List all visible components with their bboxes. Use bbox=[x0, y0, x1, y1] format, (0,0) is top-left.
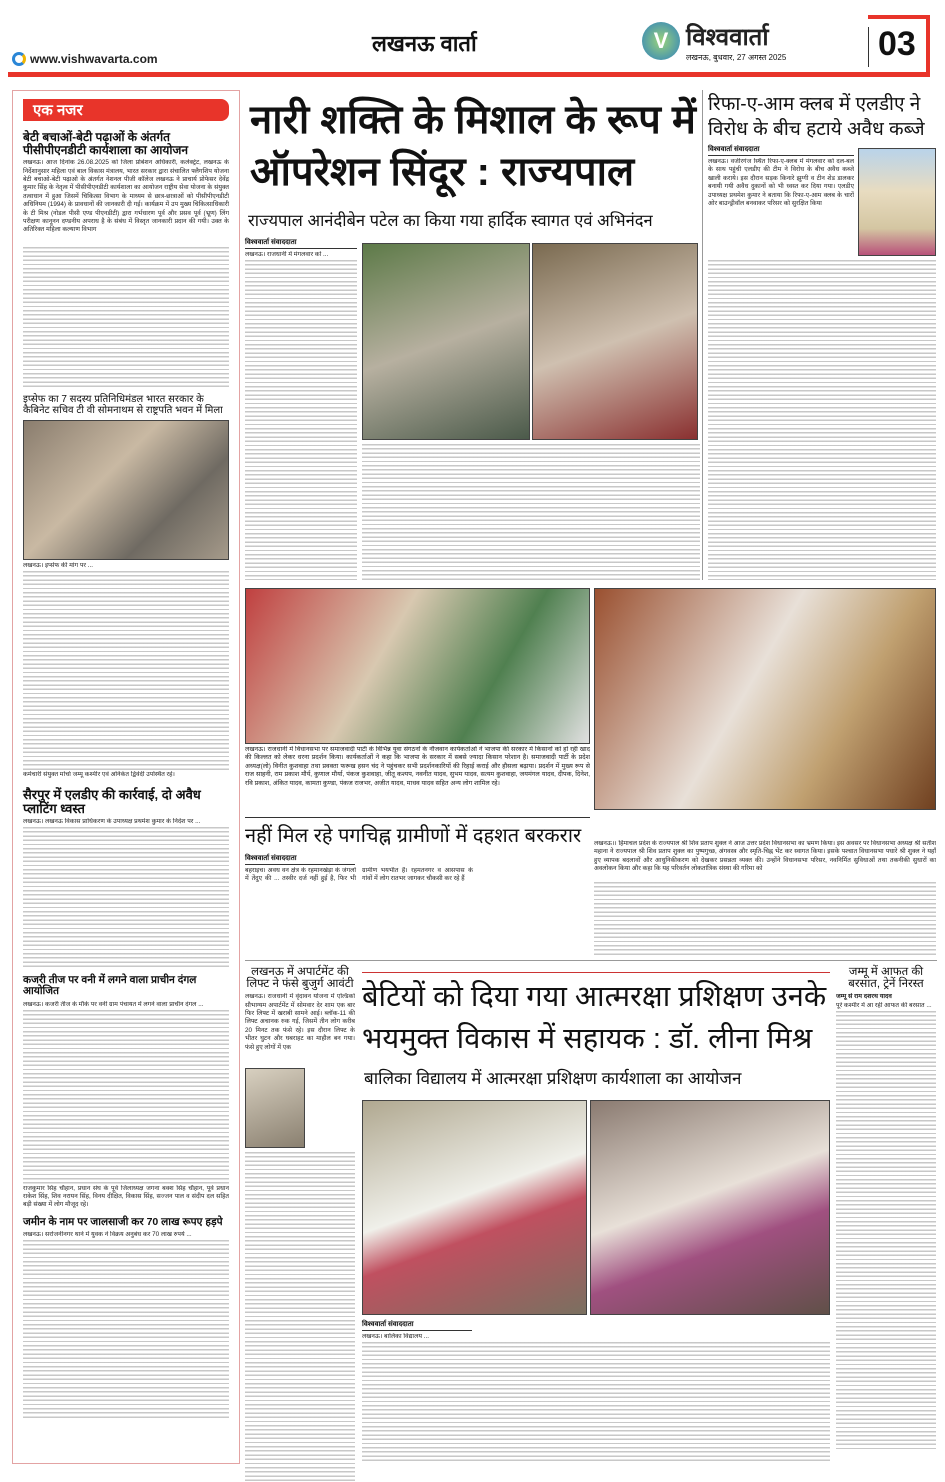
lead-article bbox=[245, 238, 357, 583]
lda-building-photo bbox=[858, 148, 936, 256]
section-rule bbox=[245, 960, 937, 961]
lift-article bbox=[245, 966, 355, 1462]
jammu-article bbox=[836, 966, 936, 1462]
delegation-photo bbox=[23, 420, 229, 560]
website-link[interactable]: www.vishwavarta.com bbox=[30, 52, 158, 66]
story-beti-bachao bbox=[23, 131, 229, 387]
workshop-poster-photo bbox=[362, 1100, 587, 1315]
dateline: लखनऊ, बुधवार, 27 अगस्त 2025 bbox=[686, 53, 787, 62]
masthead-rule bbox=[8, 72, 930, 77]
headline: सैरपुर में एलडीए की कार्रवाई, दो अवैध प्लाटिंग ध्वस्त bbox=[23, 787, 201, 816]
story-kajri-teej bbox=[23, 975, 229, 1210]
governor-tree-planting-photo bbox=[362, 243, 530, 440]
lead-continued-text bbox=[362, 444, 700, 582]
rifa-headline: रिफा-ए-आम क्लब में एलडीए ने विरोध के बीच हटाये अवैध कब्जे bbox=[708, 94, 925, 140]
body: लखनऊ। सरोजनीनगर थाने में युवक ने विक्रय अनुबंध कर 70 लाख रुपये ... bbox=[23, 1230, 192, 1238]
story-ipsef bbox=[23, 395, 229, 780]
body: पूरे कश्मीर में आ रही आफत की बरसात ... bbox=[836, 1002, 932, 1010]
story-sairpur bbox=[23, 788, 229, 967]
rifa-continued-text bbox=[708, 260, 936, 580]
self-defence-headline: बेटियों को दिया गया आत्मरक्षा प्रशिक्षण उनके भयमुक्त विकास में सहायक : डॉ. लीना मिश्र bbox=[362, 981, 827, 1055]
ek-nazar-banner: एक नजर bbox=[23, 99, 229, 121]
brand-logo-icon: V bbox=[642, 22, 680, 60]
ruled-divider bbox=[702, 90, 703, 580]
governor-caption: लखनऊ।। हिमाचल प्रदेश के राज्यपाल श्री शिव प्रताप शुक्ल ने आज उत्तर प्रदेश विधानसभा का भ्रमण किया। इस अवसर पर विधानसभा अध्यक्ष श्री सतीश महाना ने राज्यपाल श्री शिव प्रताप शुक्ल का पुष्पगुच्छ, अंगवस्त्र और स्मृति-चिह्न भेंट कर स्वागत किया। इसके पश्चात विधानसभा पधारे श्री शुक्ल ने यहाँ हुए व्यापक बदलावों और आधुनिकीकरण को देखकर प्रसन्नता व्यक्त की। उन्होंने विधानसभा परिसर, नवनिर्मित सुविधाओं तथा तकनीकी सुधारों का अवलोकन किया और कहा कि यह परिवर्तन लोकतांत्रिक संस्था की गरिमा को bbox=[594, 840, 936, 873]
byline: विश्ववार्ता संवाददाता bbox=[245, 854, 355, 865]
browser-icon bbox=[12, 52, 26, 66]
byline: विश्ववार्ता संवाददाता bbox=[362, 1320, 472, 1331]
self-defence-article bbox=[362, 1320, 830, 1462]
body: लखनऊ। राजधानी में मंगलवार को ... bbox=[245, 251, 329, 258]
body: लखनऊ। राजधानी में वृंदावन योजना में एल्डिको सौभाग्यम अपार्टमेंट में सोमवार देर शाम एक बार फिर लिफ्ट में खराबी सामने आई। ब्लॉक-11 की लिफ्ट अचानक रुक गई, जिसमें तीन लोग करीब 20 मिनट तक फंसे रहे। इस दौरान लिफ्ट के भीतर घुटन और घबराहट का माहौल बन गया। फंसे हुए लोगों में एक bbox=[245, 993, 355, 1051]
page-number: 03 bbox=[878, 25, 916, 63]
byline: जम्मू से राम दशरथ यादव bbox=[836, 993, 892, 1001]
body: लखनऊ। इप्सेफ की मांग पर ... bbox=[23, 562, 93, 570]
himachal-governor-photo bbox=[594, 588, 936, 810]
story-land-fraud bbox=[23, 1217, 229, 1420]
pugmarks-headline: नहीं मिल रहे पगचिह्न ग्रामीणों में दहशत बरकरार bbox=[245, 825, 582, 847]
pugmarks-article bbox=[245, 854, 590, 954]
lift-notice-photo bbox=[245, 1068, 305, 1148]
section-title: लखनऊ वार्ता bbox=[372, 31, 477, 56]
headline: कजरी तीज पर वनी में लगने वाला प्राचीन दंगल आयोजित bbox=[23, 974, 197, 998]
masthead bbox=[0, 0, 945, 80]
lead-headline: नारी शक्ति के मिशाल के रूप में ऑपरेशन सिंदूर : राज्यपाल bbox=[250, 98, 696, 194]
body: लखनऊ। कजरी तीज के मौके पर वनी ग्राम पंचायत में लगने वाला प्राचीन दंगल ... bbox=[23, 1000, 204, 1008]
lead-subhead: राज्यपाल आनंदीबेन पटेल का किया गया हार्दिक स्वागत एवं अभिनंदन bbox=[248, 212, 653, 230]
sp-protest-photo bbox=[245, 588, 590, 744]
body: लखनऊ। बालिका विद्यालय ... bbox=[362, 1333, 429, 1340]
page-number-box bbox=[868, 15, 930, 77]
headline: इप्सेफ का 7 सदस्य प्रतिनिधिमंडल भारत सरकार के कैबिनेट सचिव टी वी सोमनाथम से राष्ट्रपति भवन में मिला bbox=[23, 394, 223, 416]
self-defence-subhead: बालिका विद्यालय में आत्मरक्षा प्रशिक्षण कार्यशाला का आयोजन bbox=[364, 1069, 742, 1088]
body: लखनऊ। लखनऊ विकास प्राधिकरण के उपाध्यक्ष प्रथमेश कुमार के निर्देश पर ... bbox=[23, 818, 201, 826]
byline: विश्ववार्ता संवाददाता bbox=[708, 145, 854, 156]
closing: राजकुमार सिंह चौहान, प्रधान संघ के पूर्व जिलाध्यक्ष जगना बक्श सिंह चौहान, पूर्व प्रधान राकेश सिंह, शिव नरायन सिंह, विनय दीक्षित, विकास सिंह, सज्जन पाल व संदीप दल सहित बड़ी संख्या में लोग मौजूद रहे। bbox=[23, 1184, 229, 1209]
rifa-article bbox=[708, 145, 854, 258]
workshop-dignitaries-photo bbox=[590, 1100, 830, 1315]
headline: लखनऊ में अपार्टमेंट की लिफ्ट ने फंसे बुजुर्ग आवंटी bbox=[246, 966, 354, 991]
governor-event-photo bbox=[532, 243, 698, 440]
closing: कर्मचारी संयुक्त मोर्चा जम्मू कश्मीर एवं अनिकेत द्विवेदी उपस्थित रहे। bbox=[23, 771, 175, 779]
sp-protest-caption: लखनऊ। राजधानी में विधानसभा पर समाजवादी पार्टी के विभिन्न युवा संगठनों के नौजवान कार्यकर्ताओं ने भाजपा की सरकार में किसानों को हो रही खाद की किल्लत को लेकर धरना प्रदर्शन किया। कार्यकर्ताओं ने कहा कि भाजपा के सरकार में सबसे ज्यादा किसान परेशान है। समाजवादी पार्टी के प्रदेश अध्यक्ष(लो) विनीत कुशवाहा तथा प्रवक्ता फरूख हसन चंद ने पहुंचकर सभी प्रदर्शनकारियों की रिहाई कराई और हौसला बढ़ाया। प्रदर्शन में मुख्य रूप से राज साहनी, राम प्रकाश मौर्य, कुणाल मौर्या, पंकज कुशवाहा, जीतू कश्यप, नवनीत यादव, सुभम यादव, सत्यम कुशवाहा, जयमंगल यादव, दीपक, दिनेश, रवि प्रकाश, अंकित यादव, कामता कुण्डा, पंकज राजभर, अजीत यादव, माधव यादव सहित अन्य लोग शामिल रहे। bbox=[245, 746, 590, 818]
body: लखनऊ। आज दिनांक 26.08.2025 को जिला प्रोबेशन अधिकारी, कलेक्ट्रेट, लखनऊ के निर्देशानुसार महिला एवं बाल विकास मंत्रालय, भारत सरकार द्वारा संचालित फ्लैगशिप योजना बेटी बचाओ-बेटी पढ़ाओ के अंतर्गत नेशनल पीजी कॉलेज लखनऊ ने प्राचार्य प्रोफेसर देवेंद्र कुमार सिंह के नेतृत्व में पीसीपीएनडीटी कार्यशाला का आयोजन राष्ट्रीय सेवा योजना के संयुक्त तत्वाधान में हुआ जिसमें चिकित्सा विभाग के माध्यम से छात्र-छात्राओं को पीसीपीएनडीटी अधिनियम (1994) के प्रावधानों की जानकारी दी गई। कार्यक्रम में उप मुख्य चिकित्साधिकारी के टी मिश्र (नोडल पीसी एण्ड पीएनडीटी) द्वारा गर्भधारण पूर्व और प्रसव पूर्व (भ्रूण) लिंग परीक्षण कानूनन दण्डनीय अपराध है के संबंध में विस्तृत जानकारी प्रदान की गयी। उक्त के अतिरिक्त महिला कल्याण विभाग bbox=[23, 159, 229, 234]
headline: जम्मू में आफत की बरसात, ट्रेनें निरस्त bbox=[848, 966, 924, 991]
body: बहराइच। अवध वन क्षेत्र के रहमानखेड़ा के जंगलों में तेंदुए की ... तस्वीर दर्ज नहीं हुई है, फिर भी ग्रामीण भयभीत हैं। रहमतनगर व आसपास के गांवों में लोग रातभर जागकर चौकसी कर रहे हैं bbox=[245, 867, 473, 883]
headline: बेटी बचाओं-बेटी पढ़ाओं के अंतर्गत पीसीपीएनडीटी कार्यशाला का आयोजन bbox=[23, 130, 189, 157]
red-rule bbox=[362, 972, 830, 973]
brand-name: विश्ववार्ता bbox=[686, 24, 769, 51]
body: लखनऊ। वजीरगंज स्थित रिफा-ए-क्लब में मंगलवार को दल-बल के साथ पहुंची एलडीए की टीम ने विरोध के बीच अवैध कब्जे खाली कराये। इस दौरान सड़क किनारे झुग्गी व टीन शेड डालकर बनायी गयी अवैध दुकानों को भी ध्वस्त कर दिया गया। एलडीए उपाध्यक्ष प्रथमेश कुमार ने बताया कि रिफा-ए-आम क्लब के चारों ओर बाउन्ड्रीवॉल बनवाकर परिसर को सुरक्षित किया bbox=[708, 158, 854, 208]
left-column bbox=[12, 90, 240, 1464]
headline: जमीन के नाम पर जालसाजी कर 70 लाख रूपए हड़पे bbox=[23, 1215, 223, 1228]
byline: विश्ववार्ता संवाददाता bbox=[245, 238, 357, 249]
